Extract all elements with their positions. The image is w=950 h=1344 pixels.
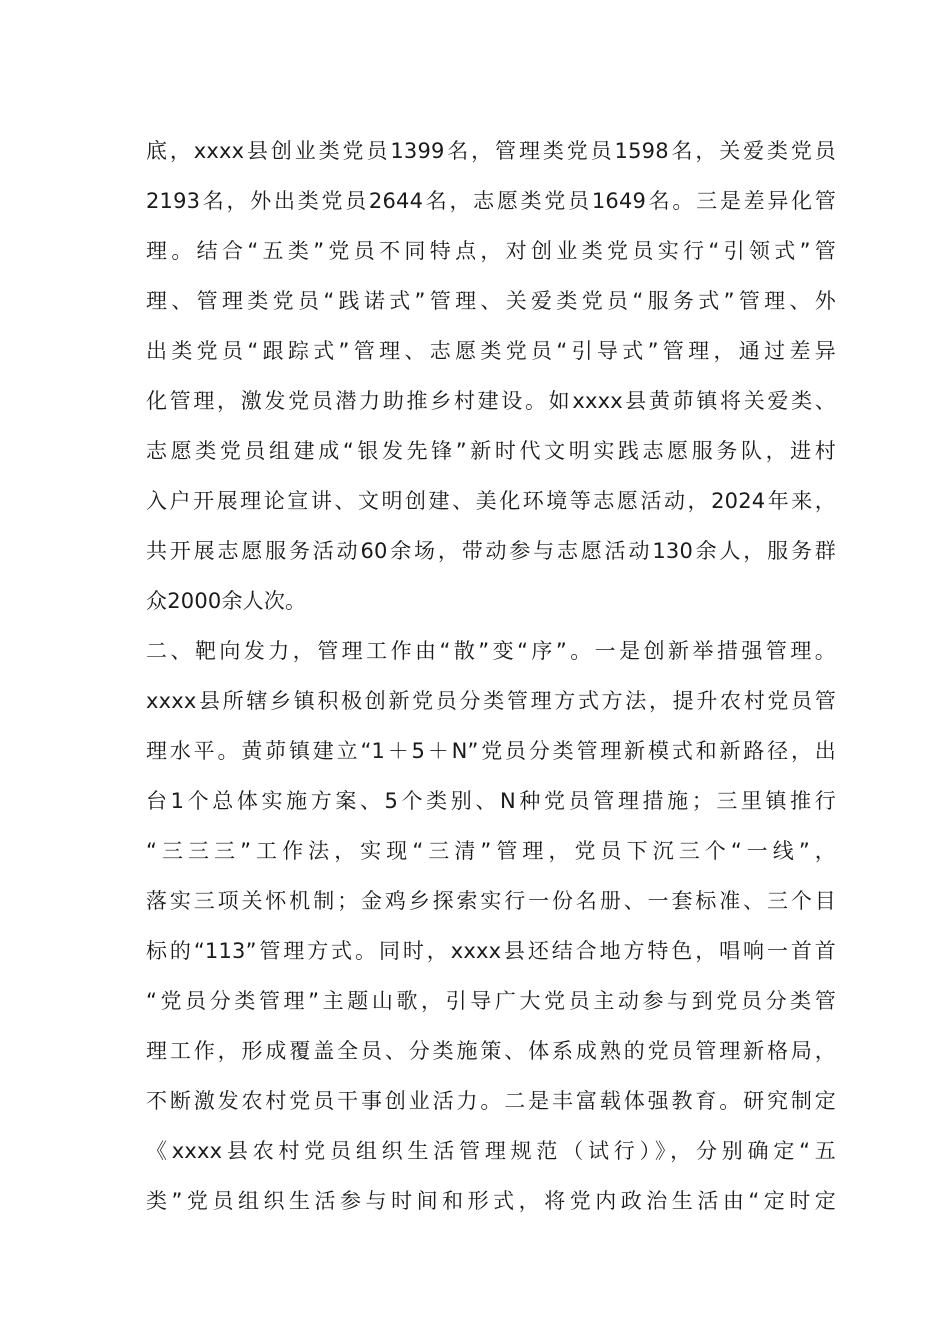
text-line: 出类党员“跟踪式”管理、志愿类党员“引导式”管理，通过差异 bbox=[146, 339, 836, 363]
text-line: 志愿类党员组建成“银发先锋”新时代文明实践志愿服务队，进村 bbox=[146, 439, 836, 463]
body-text bbox=[146, 126, 836, 1226]
text-line: 理。结合“五类”党员不同特点，对创业类党员实行“引领式”管 bbox=[146, 239, 836, 263]
text-line: 底，xxxx县创业类党员1399名，管理类党员1598名，关爱类党员 bbox=[146, 139, 836, 163]
text-line: 众2000余人次。 bbox=[146, 589, 307, 613]
text-line: “党员分类管理”主题山歌，引导广大党员主动参与到党员分类管 bbox=[146, 989, 836, 1013]
text-line: 共开展志愿服务活动60余场，带动参与志愿活动130余人，服务群 bbox=[146, 539, 836, 563]
text-line: 不断激发农村党员干事创业活力。二是丰富载体强教育。研究制定 bbox=[146, 1089, 836, 1113]
text-line: xxxx县所辖乡镇积极创新党员分类管理方式方法，提升农村党员管 bbox=[146, 689, 836, 713]
text-line: 台1个总体实施方案、5个类别、N种党员管理措施；三里镇推行 bbox=[146, 789, 836, 813]
text-line: 理工作，形成覆盖全员、分类施策、体系成熟的党员管理新格局， bbox=[146, 1039, 836, 1063]
text-line: “三三三”工作法，实现“三清”管理，党员下沉三个“一线”， bbox=[146, 839, 836, 863]
text-line: 入户开展理论宣讲、文明创建、美化环境等志愿活动，2024年来， bbox=[146, 489, 836, 513]
text-line: 类”党员组织生活参与时间和形式，将党内政治生活由“定时定 bbox=[146, 1189, 836, 1213]
section-heading-line: 二、靶向发力，管理工作由“散”变“序”。一是创新举措强管理。 bbox=[146, 639, 836, 663]
text-line: 标的“113”管理方式。同时，xxxx县还结合地方特色，唱响一首首 bbox=[146, 939, 836, 963]
text-line: 《xxxx县农村党员组织生活管理规范（试行）》，分别确定“五 bbox=[146, 1139, 836, 1163]
text-line: 理、管理类党员“践诺式”管理、关爱类党员“服务式”管理、外 bbox=[146, 289, 836, 313]
text-line: 2193名，外出类党员2644名，志愿类党员1649名。三是差异化管 bbox=[146, 189, 836, 213]
text-line: 化管理，激发党员潜力助推乡村建设。如xxxx县黄茆镇将关爱类、 bbox=[146, 389, 836, 413]
text-line: 理水平。黄茆镇建立“1＋5＋N”党员分类管理新模式和新路径，出 bbox=[146, 739, 836, 763]
text-line: 落实三项关怀机制；金鸡乡探索实行一份名册、一套标准、三个目 bbox=[146, 889, 836, 913]
